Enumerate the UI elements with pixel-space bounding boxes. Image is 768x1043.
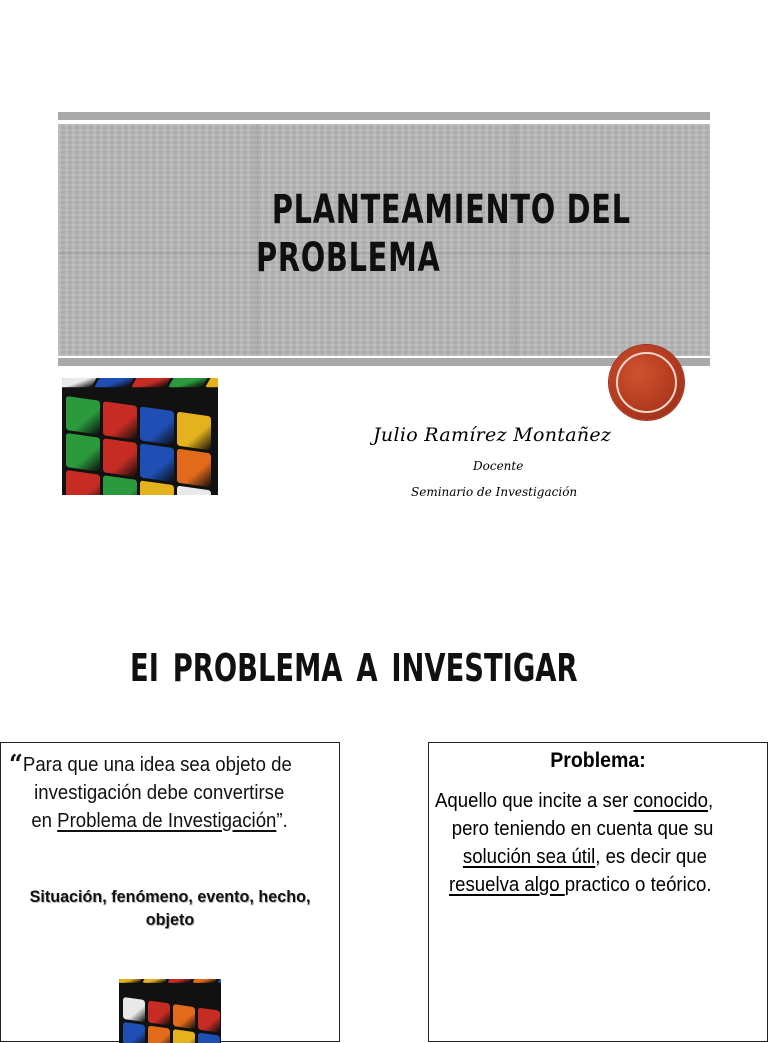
quote-line1: Para que una idea sea objeto de (22, 754, 292, 776)
red-seal-icon (609, 345, 684, 420)
slide-title (256, 186, 659, 282)
situation-text: Situación, fenómeno, evento, hecho, objeto (29, 887, 311, 929)
section-heading: EI PROBLEMA A INVESTIGAR (130, 646, 578, 690)
author-name: Julio Ramírez Montañez (373, 424, 612, 446)
rubiks-cube-small-image (119, 979, 221, 1043)
problem-label: Problema: (550, 749, 646, 772)
quote-text (9, 751, 311, 835)
problem-line2: pero teniendo en cuenta que su (451, 818, 714, 840)
quote-box (0, 742, 340, 1042)
slide-title-line2: PROBLEMA (256, 235, 441, 281)
rubiks-cube-image (62, 378, 218, 495)
problem-definition (435, 787, 742, 899)
quote-mark: “ (9, 750, 23, 780)
slide-title-line1: PLANTEAMIENTO DEL (271, 187, 631, 233)
banner-top-rule (58, 112, 710, 120)
course-name: Seminario de Investigación (411, 485, 578, 499)
problem-line1: Aquello que incite a ser conocido, (435, 790, 714, 812)
problem-box (428, 742, 768, 1042)
problem-line3: solución sea útil, es decir que (462, 846, 707, 868)
quote-underlined-term: Problema de Investigación (57, 810, 277, 832)
quote-line2: investigación debe convertirse (34, 782, 285, 804)
quote-line3: en Problema de Investigación”. (31, 810, 288, 832)
author-role: Docente (473, 459, 524, 473)
problem-line4: resuelva algo practico o teórico. (448, 874, 712, 896)
